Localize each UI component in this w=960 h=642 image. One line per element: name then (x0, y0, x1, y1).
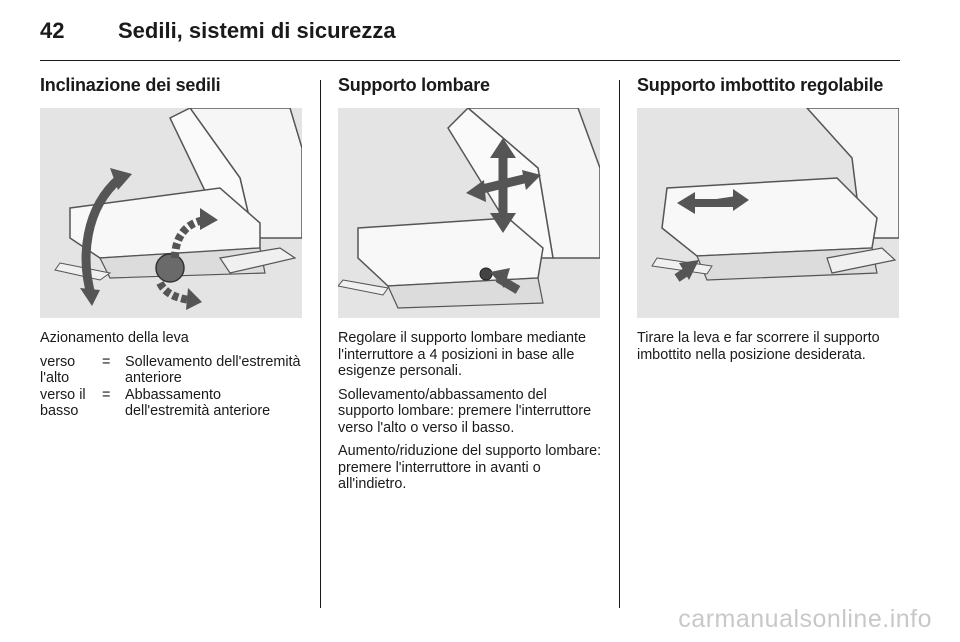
definition-equals: = (102, 386, 111, 403)
section-body (637, 330, 905, 370)
page-number: 42 (40, 18, 65, 43)
paragraph: Tirare la leva e far scorrere il supporto imbottito nella posizione desiderata. (637, 330, 880, 363)
section-body (338, 330, 606, 500)
watermark: carmanualsonline.info (678, 605, 932, 633)
definition-description: Sollevamento dell'estremità anteriore (125, 353, 301, 386)
section-body (40, 330, 308, 420)
section-seat-tilt (40, 75, 301, 419)
paragraph: Sollevamento/abbassamento del supporto lombare: premere l'interruttore verso l'alto o verso il basso. (338, 386, 592, 436)
definition-equals: = (102, 353, 111, 370)
definition-description: Abbassamento dell'estremità anteriore (125, 386, 271, 419)
paragraph: Regolare il supporto lombare mediante l'interruttore a 4 posizioni in base alle esigenze personali. (338, 330, 586, 379)
cushion-support-illustration (637, 108, 899, 318)
seat-tilt-illustration (40, 108, 302, 318)
section-heading: Supporto imbottito regolabile (637, 75, 884, 95)
definition-row (40, 354, 308, 387)
definition-term: verso l'alto (40, 353, 76, 386)
column-divider (619, 80, 620, 608)
lumbar-support-illustration (338, 108, 600, 318)
header-rule (40, 60, 900, 61)
column-divider (320, 80, 321, 608)
definition-row (40, 387, 308, 420)
section-cushion-support (637, 75, 884, 363)
section-heading: Supporto lombare (338, 75, 490, 95)
definition-term: verso il basso (40, 386, 86, 419)
section-lumbar-support (338, 75, 602, 492)
paragraph: Aumento/riduzione del supporto lombare: premere l'interruttore in avanti o all'indietro. (338, 443, 602, 492)
section-heading: Inclinazione dei sedili (40, 75, 221, 95)
page-title: Sedili, sistemi di sicurezza (118, 18, 396, 43)
intro-text: Azionamento della leva (40, 330, 189, 346)
